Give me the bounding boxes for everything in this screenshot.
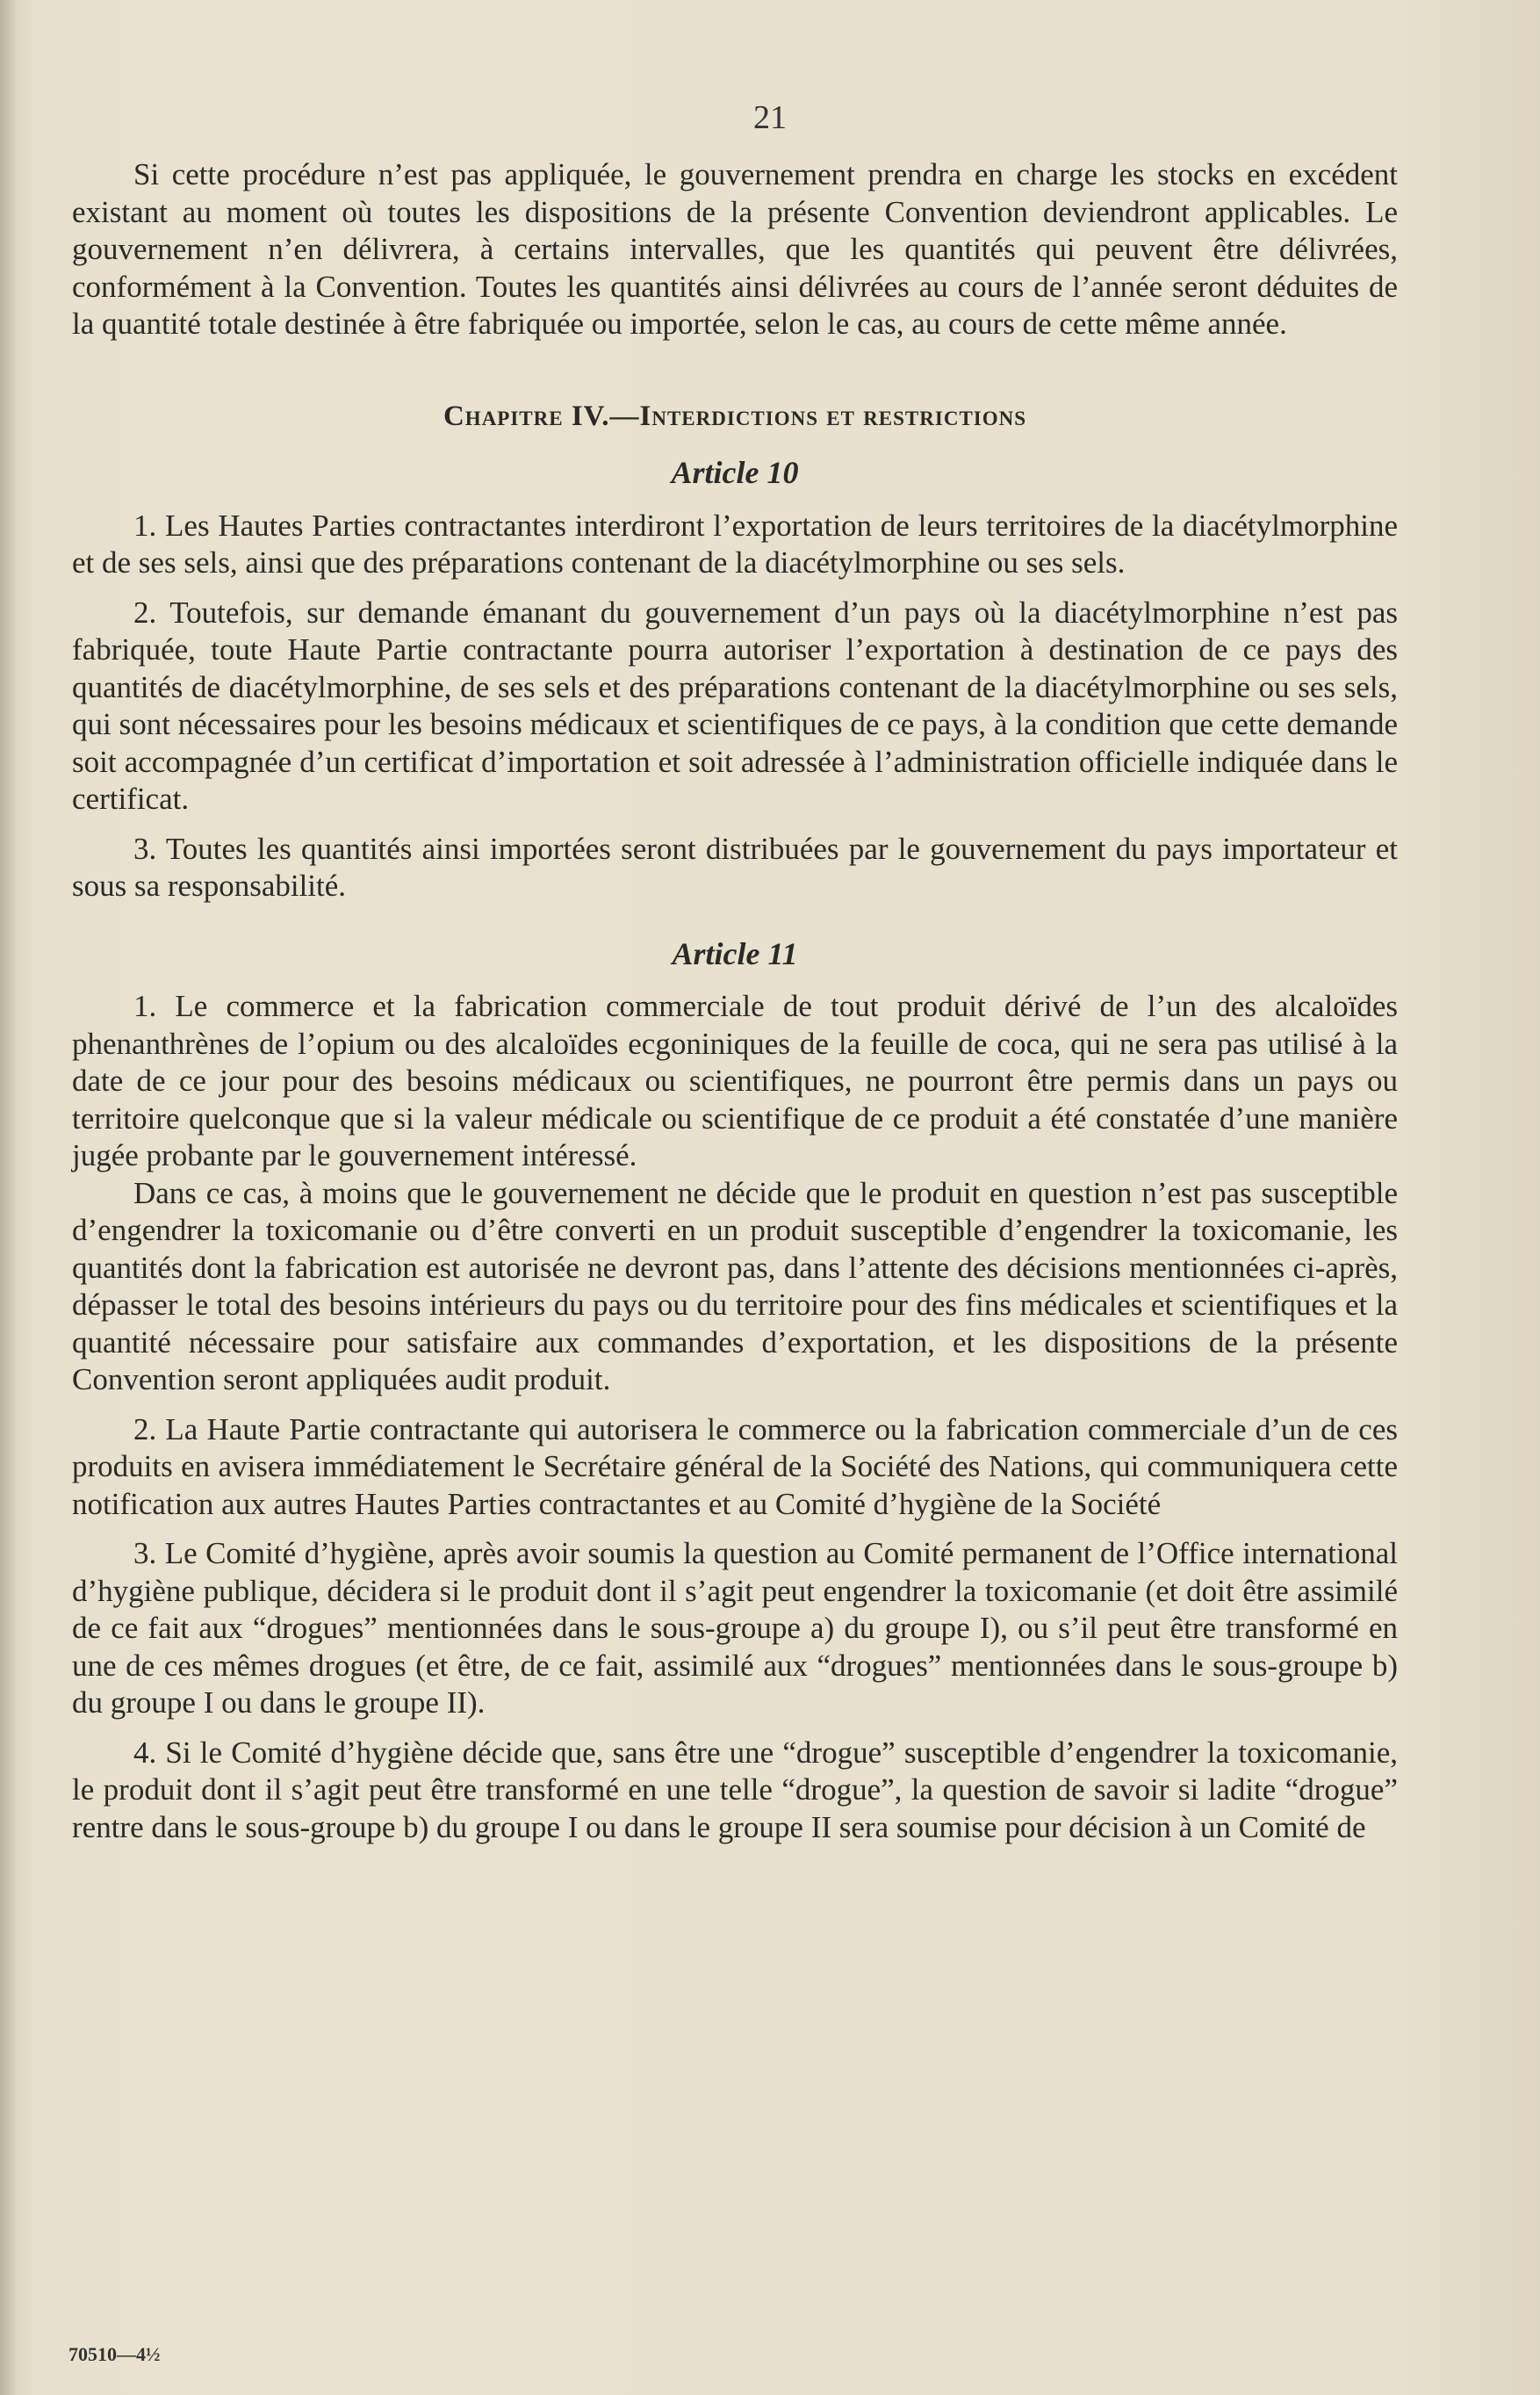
article-10-paragraph-1: 1. Les Hautes Parties contractantes interdiront l’exportation de leurs territoires de la diacétylmorphine et de ses sels, ainsi que des préparations contenant de la diacétylmorphine ou ses sels. [72, 508, 1398, 580]
article-10-title: Article 10 [671, 455, 799, 490]
article-11-paragraph-1: 1. Le commerce et la fabrication commerciale de tout produit dérivé de l’un des alcaloïdes phenanthrènes de l’opium ou des alcaloïdes ecgoniniques de la feuille de coca, qui ne sera pas utilisé à la date de ce jour pour des besoins médicaux ou scientifiques, ne pourront être permis dans un pays ou territoire quelconque que si la valeur médicale ou scientifique de ce produit a été constatée d’une manière jugée probante par le gouvernement intéressé. [72, 989, 1398, 1172]
article-11-paragraph-4: 4. Si le Comité d’hygiène décide que, sans être une “drogue” susceptible d’engendrer la toxicomanie, le produit dont il s’agit peut être transformé en une telle “drogue”, la question de savoir si ladite “drogue” rentre dans le sous-groupe b) du groupe I ou dans le groupe II sera soumise pour décision à un Comité de [72, 1735, 1398, 1844]
article-10-paragraph-3: 3. Toutes les quantités ainsi importées seront distribuées par le gouvernement du pays importateur et sous sa responsabilité. [72, 831, 1398, 903]
chapter-heading: Chapitre IV.—Interdictions et restrictions [443, 400, 1027, 432]
article-11-paragraph-3: 3. Le Comité d’hygiène, après avoir soumis la question au Comité permanent de l’Office international d’hygiène publique, décidera si le produit dont il s’agit peut engendrer la toxicomanie (et doit être assimilé de ce fait aux “drogues” mentionnées dans le sous-groupe a) du groupe I), ou s’il peut être transformé en une de ces mêmes drogues (et être, de ce fait, assimilé aux “drogues” mentionnées dans le sous-groupe b) du groupe I ou dans le groupe II). [72, 1536, 1398, 1720]
print-code: 70510—4½ [68, 2343, 161, 2365]
intro-paragraph: Si cette procédure n’est pas appliquée, le gouvernement prendra en charge les stocks en excédent existant au moment où toutes les dispositions de la présente Convention deviendront applicables. Le gouvernement n’en délivrera, à certains intervalles, que les quantités qui peuvent être délivrées, conformément à la Convention. Toutes les quantités ainsi délivrées au cours de l’année seront déduites de la quantité totale destinée à être fabriquée ou importée, selon le cas, au cours de cette même année. [72, 157, 1398, 341]
binding-edge [0, 0, 16, 2395]
document-body [72, 156, 1398, 1846]
article-11-title: Article 11 [672, 935, 798, 971]
article-10-paragraph-2: 2. Toutefois, sur demande émanant du gouvernement d’un pays où la diacétylmorphine n’est pas fabriquée, toute Haute Partie contractante pourra autoriser l’exportation à destination de ce pays des quantités de diacétylmorphine, de ses sels et des préparations contenant de la diacétylmorphine ou ses sels, qui sont nécessaires pour les besoins médicaux et scientifiques de ce pays, à la condition que cette demande soit accompagnée d’un certificat d’importation et soit adressée à l’administration officielle indiquée dans le certificat. [72, 595, 1398, 816]
article-11-paragraph-2: 2. La Haute Partie contractante qui autorisera le commerce ou la fabrication commerciale d’un de ces produits en avisera immédiatement le Secrétaire général de la Société des Nations, qui communiquera cette notification aux autres Hautes Parties contractantes et au Comité d’hygiène de la Société [72, 1411, 1398, 1521]
page-number: 21 [753, 99, 787, 136]
article-11-paragraph-1b: Dans ce cas, à moins que le gouvernement ne décide que le produit en question n’est pas susceptible d’engendrer la toxicomanie ou d’être converti en un produit susceptible d’engendrer la toxicomanie, les quantités dont la fabrication est autorisée ne devront pas, dans l’attente des décisions mentionnées ci-après, dépasser le total des besoins intérieurs du pays ou du territoire pour des fins médicales et scientifiques et la quantité nécessaire pour satisfaire aux commandes d’exportation, et les dispositions de la présente Convention seront appliquées audit produit. [72, 1175, 1398, 1396]
